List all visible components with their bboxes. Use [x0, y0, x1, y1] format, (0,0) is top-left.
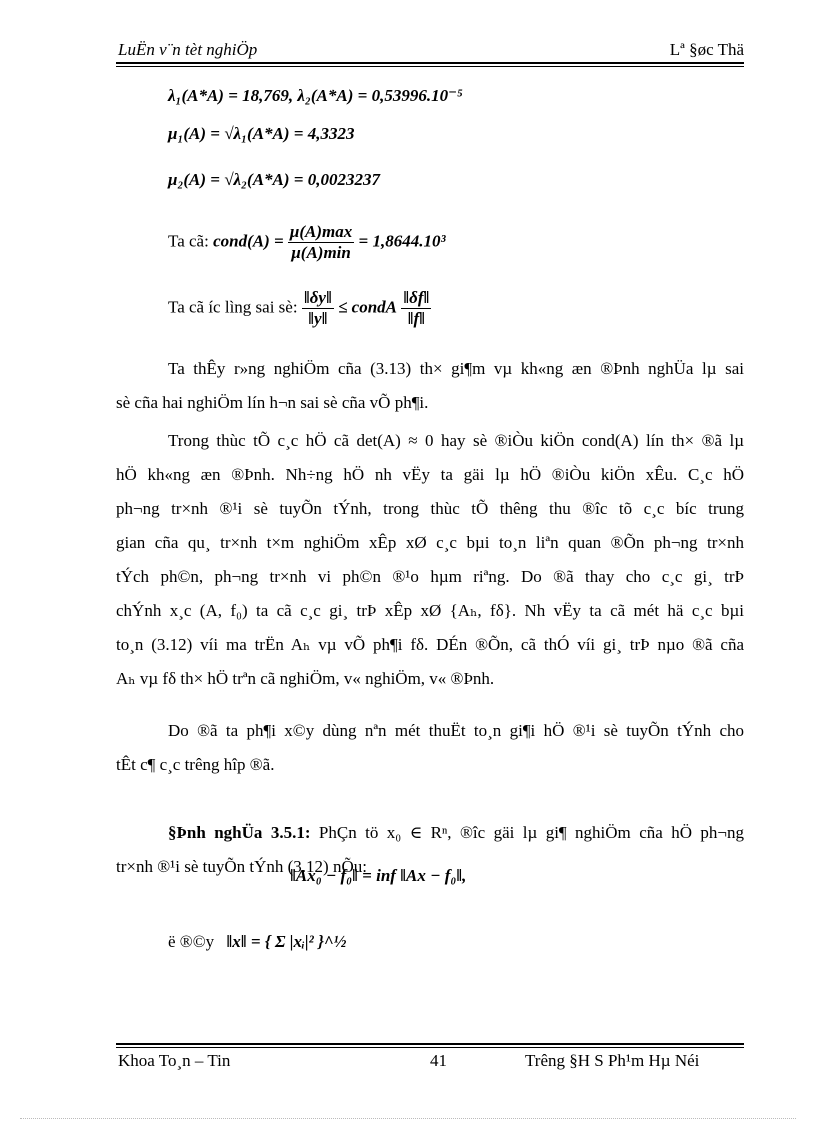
- header-right: Lª §øc Thä: [669, 40, 744, 59]
- equation-mu2: μ₂(A) = √λ₂(A*A) = 0,0023237: [168, 170, 380, 189]
- estimate-fraction-right: [401, 288, 431, 329]
- where-prefix: ë ®©y: [168, 932, 215, 951]
- cond-rhs: = 1,8644.10³: [358, 231, 446, 251]
- footer-rule: [116, 1043, 744, 1045]
- header-rule: [116, 62, 744, 64]
- paragraph-1: [116, 352, 744, 420]
- equation-lambda: λ₁(A*A) = 18,769, λ₂(A*A) = 0,53996.10⁻⁵: [168, 86, 463, 105]
- paragraph-3: [116, 714, 744, 782]
- cond-numerator: μ(A)max: [289, 222, 353, 241]
- paragraph-line: sè cña hai nghiÖm lín h¬n sai sè cña vÕ ph¶i.: [116, 393, 429, 412]
- norm-equation: ‖x‖ = { Σ |xᵢ|² }^½: [226, 932, 347, 951]
- paragraph-line: Ta thÊy r»ng nghiÖm cña (3.13) th× gi¶m vµ kh«ng æn ®Þnh nghÜa lµ sai: [168, 359, 744, 378]
- footer-right: Trêng §H S Ph¹m Hµ Néi: [525, 1051, 700, 1070]
- paragraph-line: tÊt c¶ c¸c trêng hîp ®ã.: [116, 755, 275, 774]
- estimate-mid: ≤ condA: [338, 297, 398, 317]
- error-estimate: [168, 288, 431, 329]
- norm-definition: [168, 932, 346, 952]
- definition-line-2: tr×nh ®¹i sè tuyÕn tÝnh (3.12) nÕu:: [116, 857, 367, 876]
- estimate-den-left: ‖y‖: [308, 309, 328, 328]
- footer-rule-thin: [116, 1047, 744, 1048]
- cond-fraction: [288, 222, 354, 263]
- paragraph-line: tÝch ph©n, ph¬ng tr×nh vi ph©n ®¹o hµm riªng. Do ®ã thay cho c¸c gi¸ trÞ: [116, 567, 744, 586]
- equation-mu1: μ₁(A) = √λ₁(A*A) = 4,3323: [168, 124, 355, 143]
- paragraph-line: hÖ kh«ng æn ®Þnh. Nh÷ng hÖ nh vËy ta gäi lµ hÖ ®iÒu kiÖn xÊu. C¸c hÖ: [116, 465, 744, 484]
- cond-equation: [168, 222, 446, 263]
- definition-line: [116, 816, 744, 850]
- definition-equation: ‖Ax₀ − f₀‖ = inf ‖Ax − f₀‖,: [290, 866, 467, 885]
- definition-text: PhÇn tö x₀ ∈ Rⁿ, ®îc gäi lµ gi¶ nghiÖm cña hÖ ph¬ng: [318, 823, 745, 842]
- paragraph-line: Trong thùc tÕ c¸c hÖ cã det(A) ≈ 0 hay sè ®iÒu kiÖn cond(A) lín th× ®ã lµ: [168, 431, 744, 450]
- paragraph-line: chÝnh x¸c (A, f₀) ta cã c¸c gi¸ trÞ xÊp xØ {Aₕ, fδ}. Nh vËy ta cã mét hä c¸c bµi: [116, 601, 744, 620]
- paragraph-line: ph¬ng tr×nh ®¹i sè tuyÕn tÝnh, trong thùc tÕ thêng thu ®îc tõ c¸c bíc trung: [116, 499, 744, 518]
- paragraph-line: to¸n (3.12) víi ma trËn Aₕ vµ vÕ ph¶i fδ. DÉn ®Õn, cã thÓ víi gi¸ trÞ nµo ®ã cña: [116, 635, 744, 654]
- cond-denominator: μ(A)min: [291, 243, 351, 262]
- estimate-prefix: Ta cã íc lìng sai sè:: [168, 297, 298, 317]
- header-rule-thin: [116, 66, 744, 67]
- paragraph-line: Aₕ vµ fδ th× hÖ trªn cã nghiÖm, v« nghiÖm, v« ®Þnh.: [116, 669, 495, 688]
- estimate-fraction-left: [302, 288, 334, 329]
- estimate-num-left: ‖δy‖: [303, 288, 332, 307]
- cond-prefix: Ta cã:: [168, 231, 209, 251]
- footer-left: Khoa To¸n – Tin: [118, 1051, 231, 1070]
- estimate-num-right: ‖δf‖: [403, 288, 430, 307]
- header-left: LuËn v¨n tèt nghiÖp: [118, 40, 258, 59]
- estimate-den-right: ‖f‖: [407, 309, 426, 328]
- page-edge: [20, 1118, 796, 1119]
- definition-label: §Þnh nghÜa 3.5.1:: [168, 823, 311, 842]
- paragraph-2: [116, 424, 744, 696]
- cond-lhs: cond(A) =: [213, 231, 284, 251]
- paragraph-line: gian cña qu¸ tr×nh t×m nghiÖm xÊp xØ c¸c bµi to¸n liªn quan ®Õn ph¬ng tr×nh: [116, 533, 744, 552]
- page-number: 41: [430, 1051, 447, 1070]
- paragraph-line: Do ®ã ta ph¶i x©y dùng nªn mét thuËt to¸n gi¶i hÖ ®¹i sè tuyÕn tÝnh cho: [168, 721, 744, 740]
